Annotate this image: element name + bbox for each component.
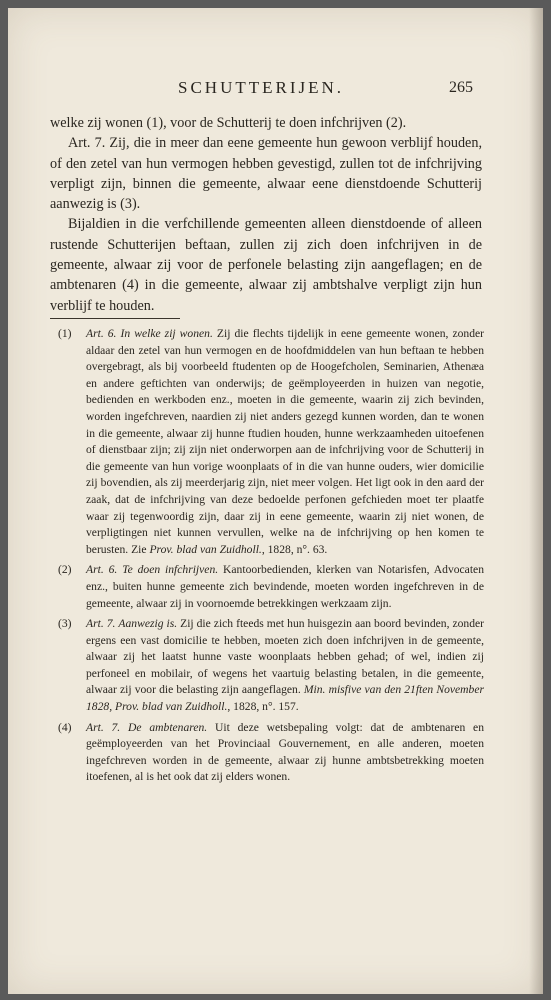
- footnote: [58, 720, 484, 786]
- paragraph: Art. 7. Zij, die in meer dan eene gemeente hun gewoon verblijf houden, of den zetel van hun vermogen hebben gevestigd, zullen tot de infchrijving verpligt zijn, binnen die gemeente, alwaar eene dienstdoende Schutterij aanwezig is (3).: [50, 135, 482, 213]
- footnote-lemma: De ambtenaren.: [128, 720, 208, 734]
- footnote: [58, 616, 484, 716]
- footnote-lemma: In welke zij wonen.: [120, 327, 213, 340]
- footnote-number: (3): [58, 617, 72, 631]
- paragraph: Bijaldien in die verfchillende gemeenten alleen dienstdoende of alleen rustende Schutterijen beftaan, zullen zij zich doen infchrijven in de gemeente, alwaar zij voor de perfonele belasting zijn aangeflagen; en de ambtenaren (4) in die gemeente, alwaar zij ambtshalve verpligt zijn hun verblijf te houden.: [50, 216, 482, 314]
- page-spine-shadow: [529, 8, 543, 994]
- footnote-lemma: Te doen infchrijven.: [122, 563, 219, 577]
- footnote-text: Kantoorbedienden, klerken van Notarisfen, Advocaten enz., buiten hunne gemeente zich bevindende, moeten worden ingefchreven in de gemeente, alwaar zij in voornoemde betrekkingen werkzaam zijn.: [86, 563, 484, 610]
- footnote-lemma: Aanwezig is.: [118, 617, 178, 631]
- footnote: [58, 326, 484, 558]
- footnote-number: (1): [58, 327, 72, 340]
- page-number: 265: [449, 79, 473, 96]
- footnote-article: Art. 7.: [86, 720, 121, 734]
- paragraph: welke zij wonen (1), voor de Schutterij te doen infchrijven (2).: [50, 115, 407, 131]
- footnote-tail: , 1828, n°. 157.: [227, 700, 299, 714]
- footnote-text: Zij die zich fteeds met hun huisgezin aan boord bevinden, zonder ergens een vast domicilie te hebben, moeten zich doen infchrijven in de gemeente, alwaar zij het laatst hunne vaste woonplaats hebben gehad; of wel, indien zij perfoneel en mobilair, of wegens het vaartuig belasting betalen, in die gemeente, alwaar zij voor die belasting zijn aangeflagen.: [86, 617, 485, 697]
- book-page: [8, 8, 543, 994]
- footnote-article: Art. 6.: [86, 327, 117, 340]
- main-text: [50, 113, 482, 316]
- footnote: [58, 562, 484, 612]
- footnote-number: (4): [58, 720, 72, 734]
- footnote-citation: Min. misfive van den 21ften November 1828, Prov. blad van Zuidholl.: [86, 683, 484, 714]
- footnote-article: Art. 7.: [86, 617, 116, 631]
- running-head: SCHUTTERIJEN.: [178, 78, 345, 97]
- footnote-text: Uit deze wetsbepaling volgt: dat de ambtenaren en geëmployeerden van het Provinciaal Gouvernement, en alle anderen, moeten ingefchreven worden in de gemeente, alwaar zij hunne ambtsbetrekking moeten itoefenen, al is het ook dat zij elders wonen.: [86, 720, 484, 784]
- footnote-number: (2): [58, 563, 72, 577]
- footnotes: [58, 326, 484, 790]
- page-header: [8, 78, 543, 102]
- footnote-text: Zij die flechts tijdelijk in eene gemeente wonen, zonder aldaar den zetel van hun vermogen en de hoofdmiddelen van hun beftaan te hebben overgebragt, als bij voorbeeld ftudenten op de Hoogefcholen, Seminarien, Athenæa en andere geftichten van onderwijs; de geëmployeerden in huizen van negotie, bedienden en werkboden enz., moeten in die gemeente, waarin zij zich bevinden, worden ingefchreven, naardien zij niet anders gezegd kunnen worden, dan te wonen in die gemeente, alwaar zij hunne ftudien houden, hunne werkzaamheden uitoefenen of dienstbaar zijn; zij zijn niet onderworpen aan de infchrijving voor de Schutterij in die gemeente van hun vorige woonplaats of in die van hunne ouders, wier domicilie zij bovendien, als zij meerderjarig zijn, niet meer volgen. Het ligt ook in den aard der zaak, dat de infchrijving van deze bedoelde perfonen gefchieden moet ter plaatfe waar zij tegenwoordig zijn, daar zij in eene gemeente, waarin zij niet wonen, de verpligtingen niet kunnen vervullen, welke na de infchrijving op hen komen te berusten. Zie: [86, 327, 485, 556]
- footnote-citation: Prov. blad van Zuidholl.: [149, 542, 262, 556]
- footnote-article: Art. 6.: [86, 563, 118, 577]
- footnote-tail: , 1828, n°. 63.: [261, 542, 328, 556]
- footnote-rule: [50, 318, 180, 319]
